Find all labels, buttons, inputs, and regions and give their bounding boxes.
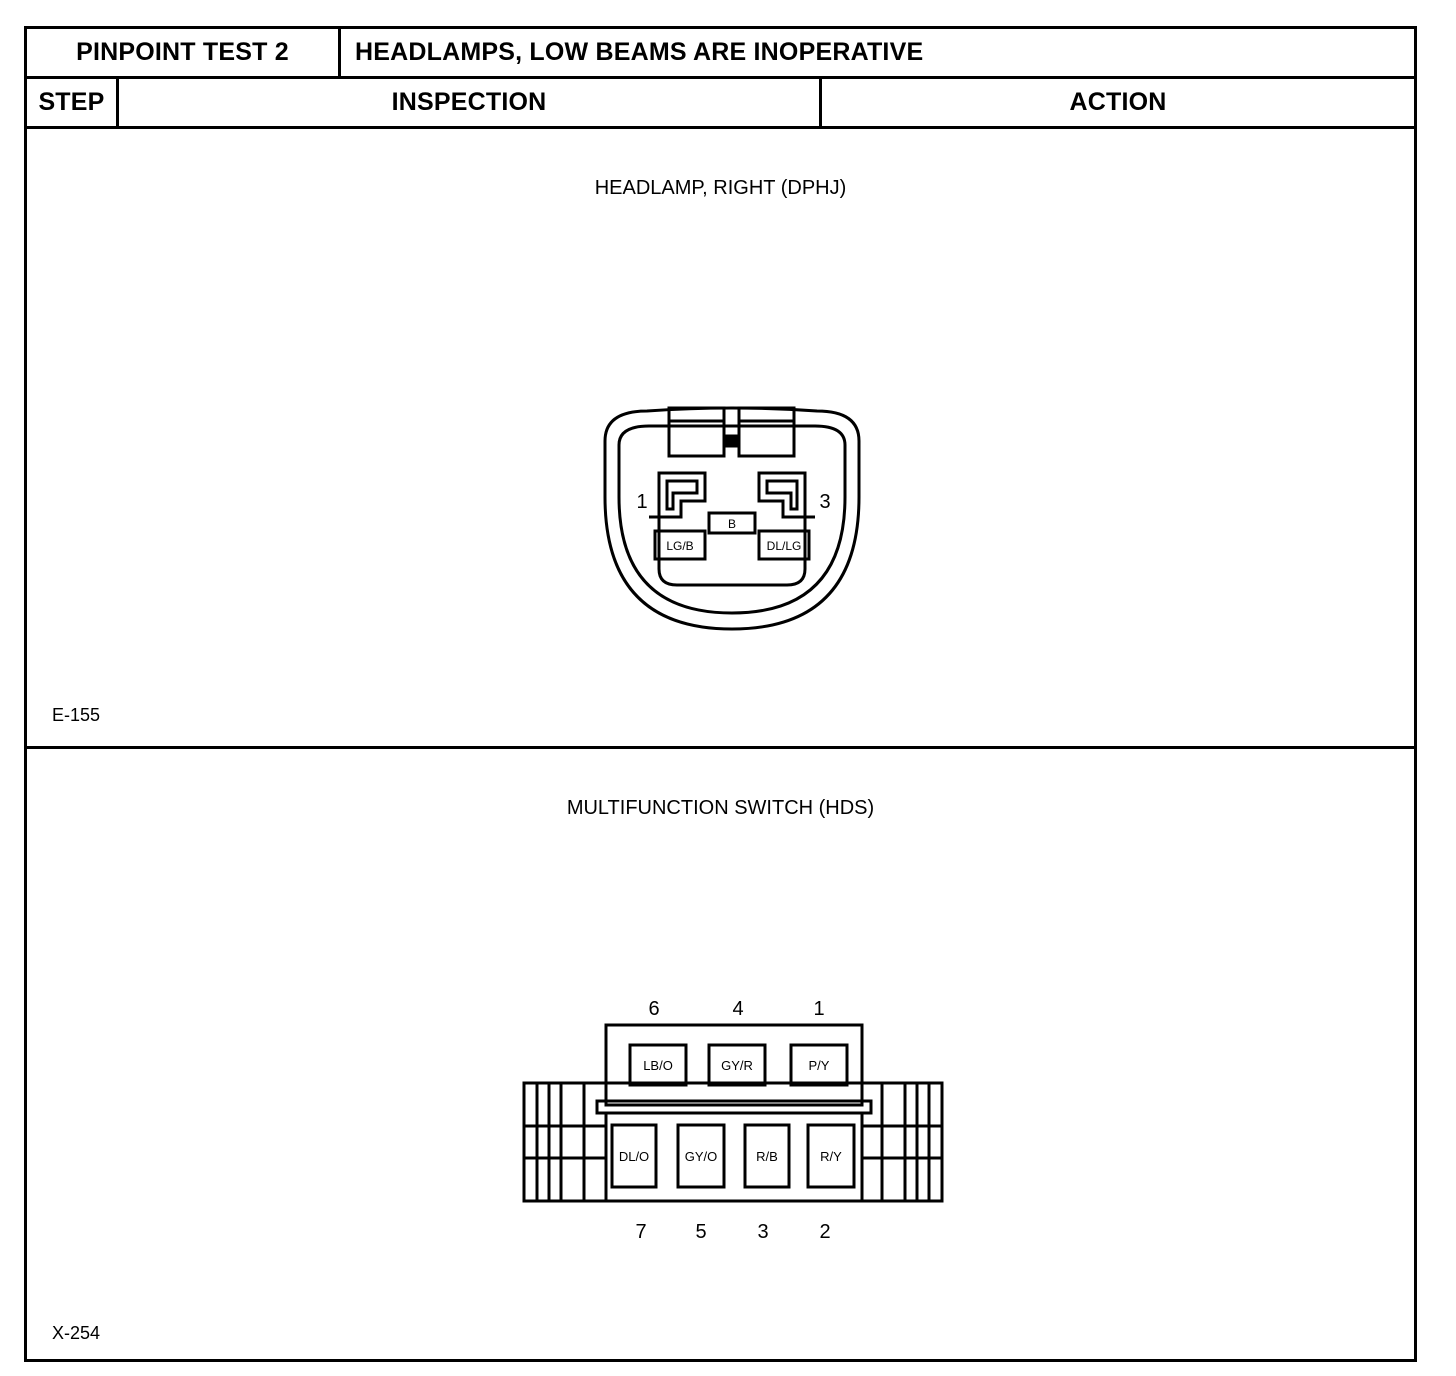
pin-number: 5 xyxy=(695,1221,707,1243)
headlamp-connector-diagram xyxy=(27,129,1414,746)
wire-color-label: GY/R xyxy=(721,1058,753,1073)
wire-color-label: DL/LG xyxy=(766,539,802,553)
pin-number: 3 xyxy=(757,1221,769,1243)
pin-number: 2 xyxy=(819,1221,831,1243)
pinpoint-test-sheet xyxy=(24,26,1417,1362)
switch-connector-panel xyxy=(27,749,1414,1359)
headlamp-connector-title: HEADLAMP, RIGHT (DPHJ) xyxy=(594,177,847,199)
locking-tab-right xyxy=(739,408,794,456)
switch-connector-title: MULTIFUNCTION SWITCH (HDS) xyxy=(566,797,875,819)
column-header-row xyxy=(27,79,1414,129)
headlamp-connector-code: E-155 xyxy=(52,705,101,725)
switch-connector-code: X-254 xyxy=(52,1323,101,1343)
wire-color-label: DL/O xyxy=(618,1149,650,1164)
wire-color-label: R/B xyxy=(756,1149,778,1164)
locking-tab-left xyxy=(669,408,724,456)
wire-color-label: B xyxy=(727,517,737,531)
test-number-label: PINPOINT TEST 2 xyxy=(27,29,341,76)
pin-number: 4 xyxy=(732,998,744,1020)
pin-number: 3 xyxy=(819,491,831,513)
column-header-step: STEP xyxy=(27,79,119,126)
pin-number: 1 xyxy=(636,491,648,513)
wire-color-label: GY/O xyxy=(684,1149,718,1164)
test-title: HEADLAMPS, LOW BEAMS ARE INOPERATIVE xyxy=(355,38,924,66)
headlamp-connector-panel xyxy=(27,129,1414,749)
wire-color-label: LB/O xyxy=(643,1058,673,1073)
wire-color-label: P/Y xyxy=(808,1058,830,1073)
wire-color-label: LG/B xyxy=(666,539,694,553)
switch-connector-diagram xyxy=(27,749,1414,1356)
column-header-inspection: INSPECTION xyxy=(119,79,822,126)
pin-number: 7 xyxy=(635,1221,647,1243)
switch-separator-bar xyxy=(597,1101,871,1113)
wire-color-label: R/Y xyxy=(820,1149,842,1164)
title-row xyxy=(27,29,1414,79)
column-header-action: ACTION xyxy=(1069,88,1167,116)
pin-number: 6 xyxy=(648,998,660,1020)
pin-number: 1 xyxy=(813,998,825,1020)
